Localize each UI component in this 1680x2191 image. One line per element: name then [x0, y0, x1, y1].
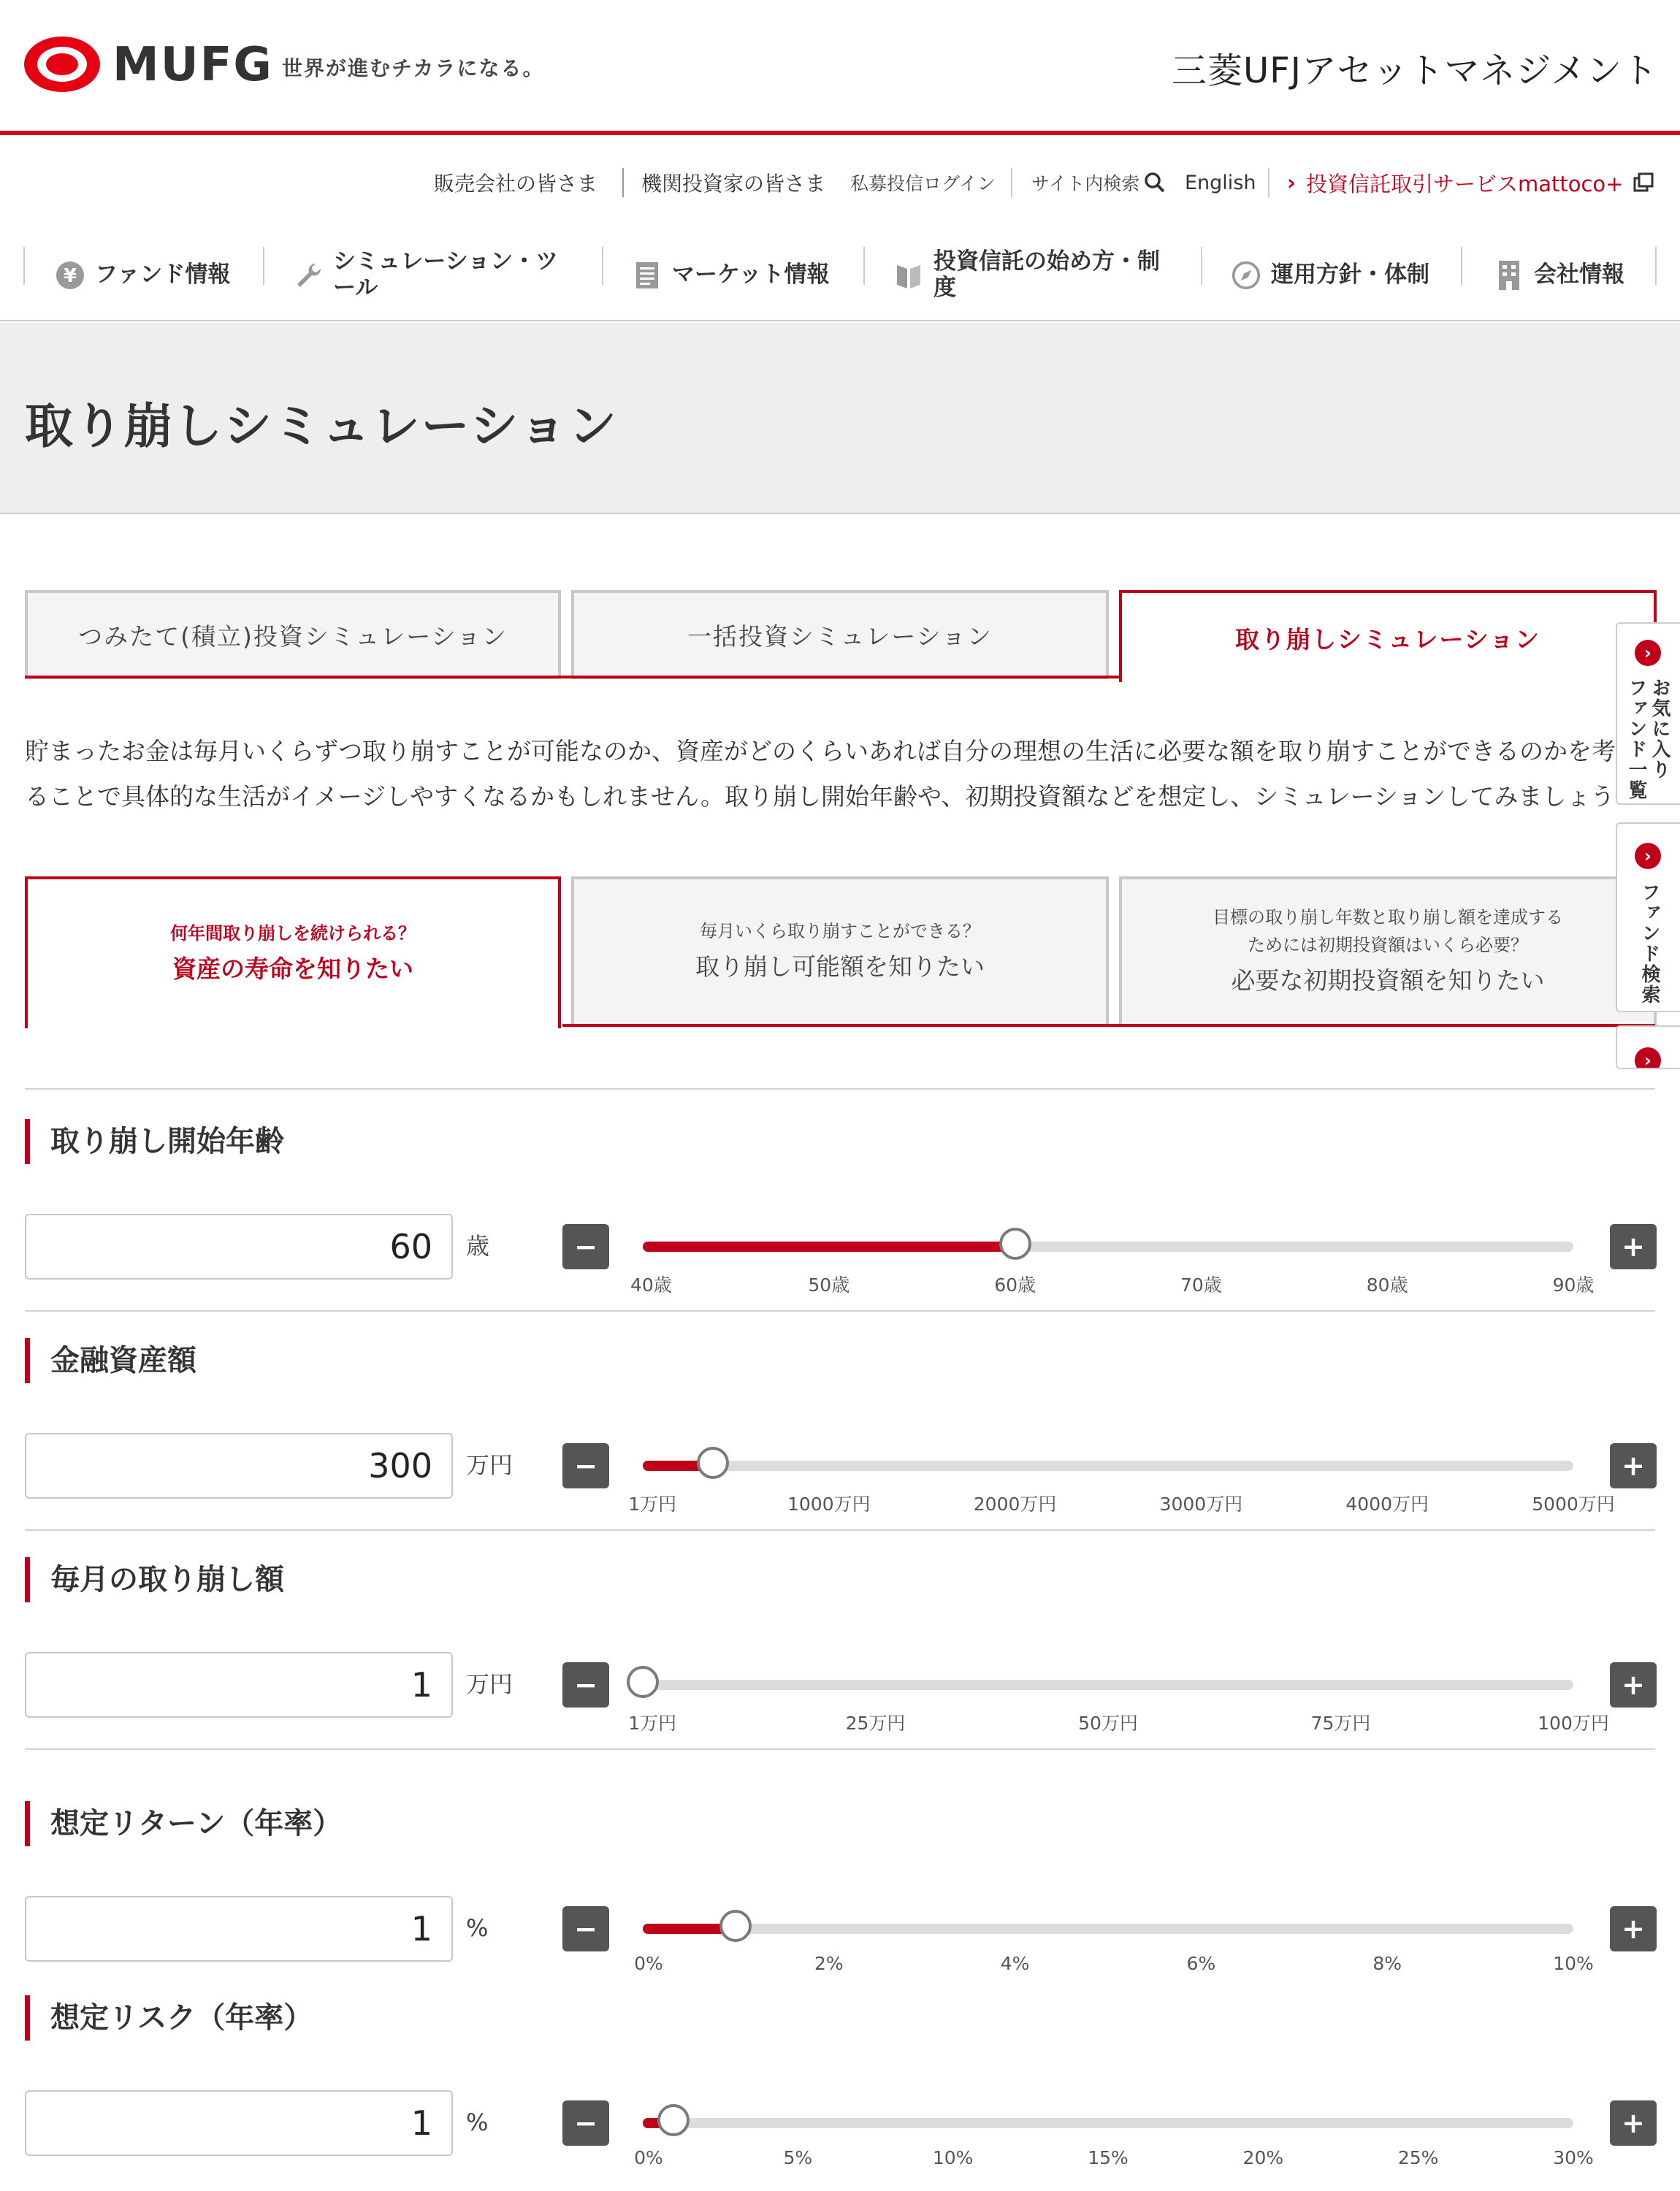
expected-return-tick-label: 4% — [1000, 1953, 1030, 1974]
start-age-slider-track[interactable] — [643, 1242, 1573, 1252]
nav-label: 会社情報 — [1534, 261, 1624, 288]
nav-divider — [263, 247, 264, 285]
financial-assets-tick-label: 5000万円 — [1532, 1494, 1615, 1515]
financial-assets-unit: 万円 — [466, 1451, 513, 1479]
expected-return-plus-button[interactable]: + — [1610, 1906, 1657, 1951]
expected-return-tick-label: 0% — [634, 1953, 663, 1974]
expected-risk-slider-handle[interactable] — [657, 2104, 690, 2136]
section-divider — [25, 1748, 1655, 1750]
nav-item-company-info[interactable] — [1494, 242, 1624, 308]
side-tab-favorites[interactable] — [1616, 622, 1680, 805]
start-age-minus-button[interactable]: − — [562, 1224, 609, 1269]
logo-text[interactable]: MUFG — [112, 38, 273, 92]
chevron-right-icon: › — [1287, 170, 1296, 195]
tagline: 世界が進むチカラになる。 — [282, 56, 545, 80]
mode-required-initial-investment[interactable] — [1119, 876, 1657, 1027]
start-age-tick-label: 50歳 — [808, 1274, 850, 1296]
chevron-right-icon: › — [1635, 843, 1661, 869]
page-title-band — [0, 323, 1680, 514]
nav-item-fund-info[interactable] — [56, 242, 230, 308]
financial-assets-tick-label: 1000万円 — [787, 1494, 871, 1515]
section-divider — [25, 1088, 1655, 1090]
section-divider — [25, 1529, 1655, 1531]
expected-risk-tick-label: 0% — [634, 2147, 663, 2168]
site-header — [0, 0, 1680, 135]
monthly-withdrawal-minus-button[interactable]: − — [562, 1662, 609, 1708]
start-age-unit: 歳 — [466, 1232, 490, 1260]
mode-title: 必要な初期投資額を知りたい — [1231, 966, 1545, 995]
expected-risk-tick-label: 30% — [1553, 2147, 1594, 2168]
intro-text — [25, 729, 1617, 819]
nav-label-line: シミュレーション・ツ — [333, 248, 559, 275]
expected-return-slider-handle[interactable] — [719, 1910, 752, 1942]
monthly-withdrawal-slider-handle[interactable] — [627, 1666, 659, 1698]
monthly-withdrawal-tick-label: 75万円 — [1310, 1713, 1371, 1734]
nav-divider — [1201, 247, 1202, 285]
expected-return-title: 想定リターン（年率） — [25, 1801, 342, 1846]
mode-withdrawable-amount[interactable] — [571, 876, 1109, 1027]
util-link-english[interactable]: English — [1185, 171, 1256, 194]
financial-assets-tick-label: 4000万円 — [1345, 1494, 1429, 1515]
start-age-slider-handle[interactable] — [999, 1228, 1031, 1260]
monthly-withdrawal-tick-label: 25万円 — [845, 1713, 906, 1734]
nav-divider — [1461, 247, 1462, 285]
start-age-tick-label: 80歳 — [1366, 1274, 1408, 1296]
expected-return-input[interactable]: 1 — [25, 1896, 453, 1962]
util-link-institutional[interactable]: 機関投資家の皆さま — [641, 172, 826, 196]
financial-assets-tick-label: 1万円 — [628, 1494, 677, 1515]
nav-label — [333, 249, 558, 301]
yen-circle-icon — [56, 261, 85, 290]
mode-asset-lifespan[interactable] — [25, 876, 561, 1028]
monthly-withdrawal-unit: 万円 — [466, 1670, 513, 1698]
monthly-withdrawal-plus-button[interactable]: + — [1610, 1662, 1657, 1708]
svg-text:¥: ¥ — [63, 265, 77, 287]
main-nav — [0, 226, 1680, 321]
site-search-label: サイト内検索 — [1031, 173, 1140, 194]
expected-risk-tick-label: 25% — [1397, 2147, 1439, 2168]
tab-underline — [25, 676, 1122, 678]
tab-lump-sum-simulation[interactable]: 一括投資シミュレーション — [571, 590, 1109, 679]
nav-item-simulation-tools[interactable] — [294, 242, 558, 308]
intro-line: ることで具体的な生活がイメージしやすくなるかもしれません。取り崩し開始年齢や、初期投資額などを想定し、シミュレーションしてみましょう — [25, 782, 1615, 811]
search-icon — [1144, 172, 1166, 194]
util-link-mattoco[interactable] — [1287, 167, 1654, 199]
expected-risk-tick-label: 20% — [1242, 2147, 1284, 2168]
nav-label-line: ール — [333, 275, 378, 301]
expected-risk-tick-label: 15% — [1088, 2147, 1129, 2168]
expected-return-slider-track[interactable] — [643, 1924, 1573, 1934]
tab-withdrawal-simulation[interactable]: 取り崩しシミュレーション — [1119, 590, 1657, 682]
start-age-input[interactable]: 60 — [25, 1214, 453, 1280]
brand-name[interactable]: 三菱UFJアセットマネジメント — [1172, 50, 1658, 91]
nav-divider — [23, 247, 25, 285]
book-icon — [894, 261, 923, 290]
expected-risk-slider-track[interactable] — [643, 2118, 1573, 2128]
mode-title: 資産の寿命を知りたい — [172, 955, 413, 983]
expected-risk-title: 想定リスク（年率） — [25, 1995, 313, 2041]
tab-tsumitate-simulation[interactable]: つみたて(積立)投資シミュレーション — [25, 590, 561, 679]
util-divider — [1268, 168, 1269, 197]
monthly-withdrawal-slider-track[interactable] — [643, 1680, 1573, 1690]
page-title: 取り崩しシミュレーション — [25, 398, 619, 454]
expected-risk-input[interactable]: 1 — [25, 2090, 453, 2156]
mode-subtitle: 目標の取り崩し年数と取り崩し額を達成する — [1213, 907, 1563, 928]
expected-risk-unit: % — [466, 2108, 489, 2136]
intro-line: 貯まったお金は毎月いくらずつ取り崩すことが可能なのか、資産がどのくらいあれば自分の理想の生活に必要な額を取り崩すことができるのかを考 — [25, 737, 1616, 765]
side-tab-label: ファンド一覧 — [1625, 678, 1647, 800]
nav-label-line: 度 — [933, 275, 956, 301]
start-age-tick-label: 70歳 — [1180, 1274, 1222, 1296]
expected-risk-tick-label: 10% — [932, 2147, 974, 2168]
expected-risk-plus-button[interactable]: + — [1610, 2100, 1657, 2146]
financial-assets-input[interactable]: 300 — [25, 1433, 453, 1499]
financial-assets-tick-label: 2000万円 — [973, 1494, 1057, 1515]
financial-assets-slider-handle[interactable] — [697, 1447, 729, 1479]
financial-assets-plus-button[interactable]: + — [1610, 1443, 1657, 1488]
nav-label-line: 投資信託の始め方・制 — [933, 248, 1160, 275]
chevron-right-icon: › — [1635, 640, 1661, 666]
side-tab-label: お気に入り — [1649, 678, 1671, 780]
expected-risk-tick-label: 5% — [783, 2147, 813, 2168]
nav-item-market-info[interactable] — [633, 242, 829, 308]
util-site-search[interactable] — [1031, 167, 1166, 199]
start-age-plus-button[interactable]: + — [1610, 1224, 1657, 1269]
monthly-withdrawal-tick-label: 100万円 — [1538, 1713, 1609, 1734]
compass-icon — [1232, 261, 1261, 290]
nav-item-policy[interactable] — [1232, 242, 1429, 308]
nav-label — [933, 249, 1160, 301]
start-age-title: 取り崩し開始年齢 — [25, 1119, 284, 1164]
util-divider — [622, 168, 624, 197]
side-tab-fund-search[interactable] — [1616, 822, 1680, 1012]
nav-label: ファンド情報 — [95, 261, 231, 288]
nav-divider — [863, 247, 865, 285]
expected-return-tick-label: 10% — [1553, 1953, 1594, 1974]
building-icon — [1494, 261, 1524, 290]
nav-label: マーケット情報 — [672, 261, 830, 288]
chevron-right-icon: › — [1635, 1047, 1661, 1069]
monthly-withdrawal-tick-label: 50万円 — [1078, 1713, 1138, 1734]
expected-risk-minus-button[interactable]: − — [562, 2100, 609, 2146]
expected-return-unit: % — [466, 1914, 489, 1942]
side-tab-label: ファンド検索 — [1638, 882, 1660, 1005]
mattoco-label: 投資信託取引サービスmattoco+ — [1305, 171, 1624, 196]
nav-label: 運用方針・体制 — [1271, 261, 1429, 288]
mode-underline — [562, 1024, 1655, 1027]
mode-subtitle: ためには初期投資額はいくら必要？ — [1248, 935, 1528, 955]
start-age-tick-label: 90歳 — [1552, 1274, 1595, 1296]
expected-return-tick-label: 8% — [1372, 1953, 1402, 1974]
side-tab-more[interactable] — [1616, 1025, 1680, 1069]
nav-item-how-to-start[interactable] — [894, 242, 1160, 308]
util-link-private-login[interactable]: 私募投信ログイン — [850, 173, 996, 194]
financial-assets-title: 金融資産額 — [25, 1338, 196, 1383]
start-age-tick-label: 40歳 — [630, 1274, 672, 1296]
financial-assets-slider-track[interactable] — [643, 1461, 1573, 1471]
financial-assets-minus-button[interactable]: − — [562, 1443, 609, 1488]
start-age-slider-fill — [643, 1242, 1015, 1252]
monthly-withdrawal-tick-label: 1万円 — [628, 1713, 677, 1734]
financial-assets-tick-label: 3000万円 — [1159, 1494, 1243, 1515]
nav-divider — [602, 247, 603, 285]
mufg-logo-icon[interactable] — [22, 35, 102, 93]
mode-subtitle: 毎月いくら取り崩すことができる？ — [700, 921, 980, 941]
start-age-tick-label: 60歳 — [994, 1274, 1036, 1296]
monthly-withdrawal-title: 毎月の取り崩し額 — [25, 1557, 284, 1602]
mode-subtitle: 何年間取り崩しを続けられる？ — [170, 923, 416, 944]
document-icon — [633, 261, 662, 290]
wrench-icon — [294, 261, 323, 290]
mode-title: 取り崩し可能額を知りたい — [695, 952, 985, 981]
expected-return-tick-label: 6% — [1186, 1953, 1216, 1974]
monthly-withdrawal-input[interactable]: 1 — [25, 1652, 453, 1718]
expected-return-tick-label: 2% — [814, 1953, 844, 1974]
util-divider — [1011, 168, 1012, 197]
section-divider — [25, 1310, 1655, 1312]
expected-return-minus-button[interactable]: − — [562, 1906, 609, 1951]
external-link-icon — [1633, 172, 1654, 193]
nav-divider — [1655, 247, 1657, 285]
util-link-sales[interactable]: 販売会社の皆さま — [434, 172, 598, 196]
